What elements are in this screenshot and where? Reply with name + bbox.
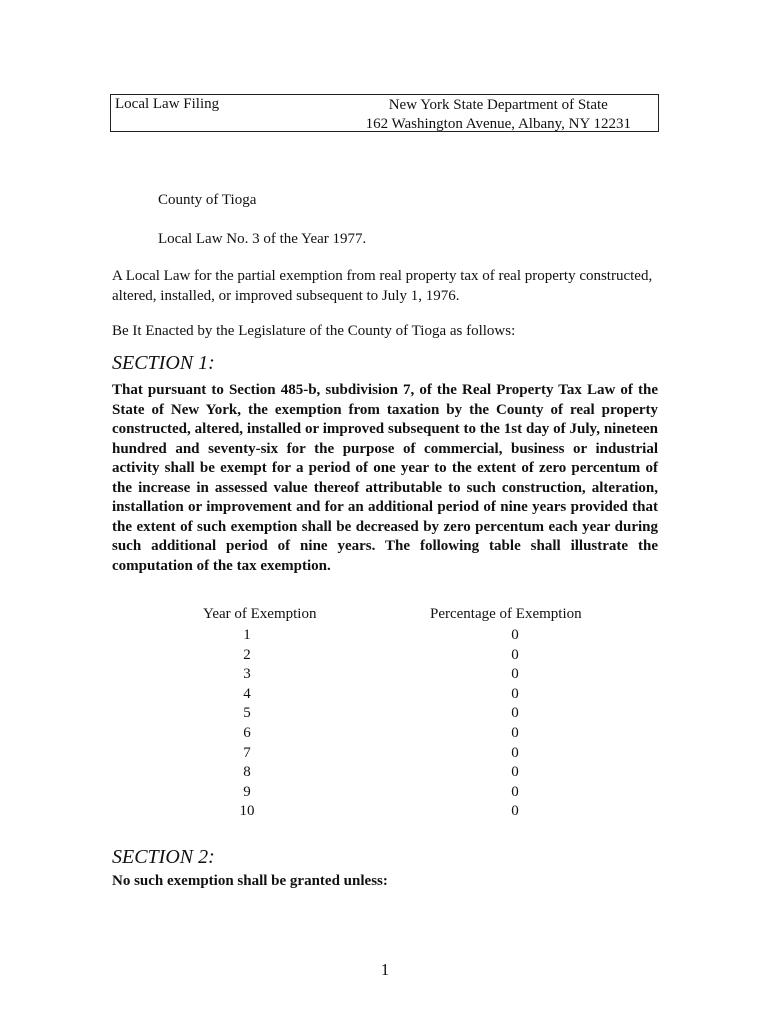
table-cell-percentage: 0	[511, 705, 519, 722]
table-header-year: Year of Exemption	[203, 606, 317, 622]
table-cell-percentage: 0	[511, 646, 519, 663]
header-agency: New York State Department of State	[388, 97, 608, 113]
law-number: Local Law No. 3 of the Year 1977.	[158, 231, 367, 247]
section-1-heading: SECTION 1:	[112, 352, 215, 374]
page-number: 1	[380, 960, 390, 979]
header-filing-label: Local Law Filing	[115, 96, 220, 112]
table-cell-year: 9	[243, 783, 251, 800]
section-2-body: No such exemption shall be granted unless:	[112, 873, 388, 889]
table-cell-percentage: 0	[511, 627, 519, 643]
table-cell-percentage: 0	[511, 685, 519, 702]
table-cell-percentage: 0	[511, 783, 519, 800]
table-cell-percentage: 0	[511, 764, 519, 781]
table-cell-year: 3	[243, 666, 251, 683]
table-cell-year: 6	[243, 724, 251, 741]
filing-header-box	[110, 94, 659, 132]
table-cell-year: 8	[243, 764, 251, 781]
table-cell-year: 5	[243, 705, 251, 722]
table-cell-percentage: 0	[511, 744, 519, 761]
county-name: County of Tioga	[158, 192, 257, 208]
header-agency-block	[366, 96, 631, 134]
header-address: 162 Washington Avenue, Albany, NY 12231	[365, 116, 631, 132]
table-cell-percentage: 0	[511, 803, 519, 820]
table-cell-year: 1	[243, 627, 251, 643]
table-percentage-column	[500, 626, 530, 822]
enacting-clause: Be It Enacted by the Legislature of the County of Tioga as follows:	[112, 323, 516, 339]
table-year-column	[222, 626, 272, 822]
table-cell-year: 4	[243, 685, 251, 702]
section-1-body: That pursuant to Section 485-b, subdivision 7, of the Real Property Tax Law of the State of New York, the exemption from taxation by the County of real property constructed, altered, installed or improved subsequent to the 1st day of July, nineteen hundred and seventy-six for the purpose of commercial, business or industrial activity shall be exempt for a period of one year to the extent of zero percentum of the increase in assessed value thereof attributable to such construction, alteration, installation or improvement and for an additional period of nine years provided that the extent of such exemption shall be decreased by zero percentum each year during such additional period of nine years. The following table shall illustrate the computation of the tax exemption.	[112, 382, 658, 574]
table-cell-percentage: 0	[511, 666, 519, 683]
law-title-paragraph: A Local Law for the partial exemption from real property tax of real property constructed, altered, installed, or improved subsequent to July 1, 1976.	[112, 268, 653, 304]
table-cell-percentage: 0	[511, 724, 519, 741]
table-cell-year: 10	[239, 803, 255, 820]
section-2-heading: SECTION 2:	[112, 846, 215, 868]
table-header-percentage: Percentage of Exemption	[430, 606, 582, 622]
table-cell-year: 2	[243, 646, 251, 663]
table-cell-year: 7	[243, 744, 251, 761]
